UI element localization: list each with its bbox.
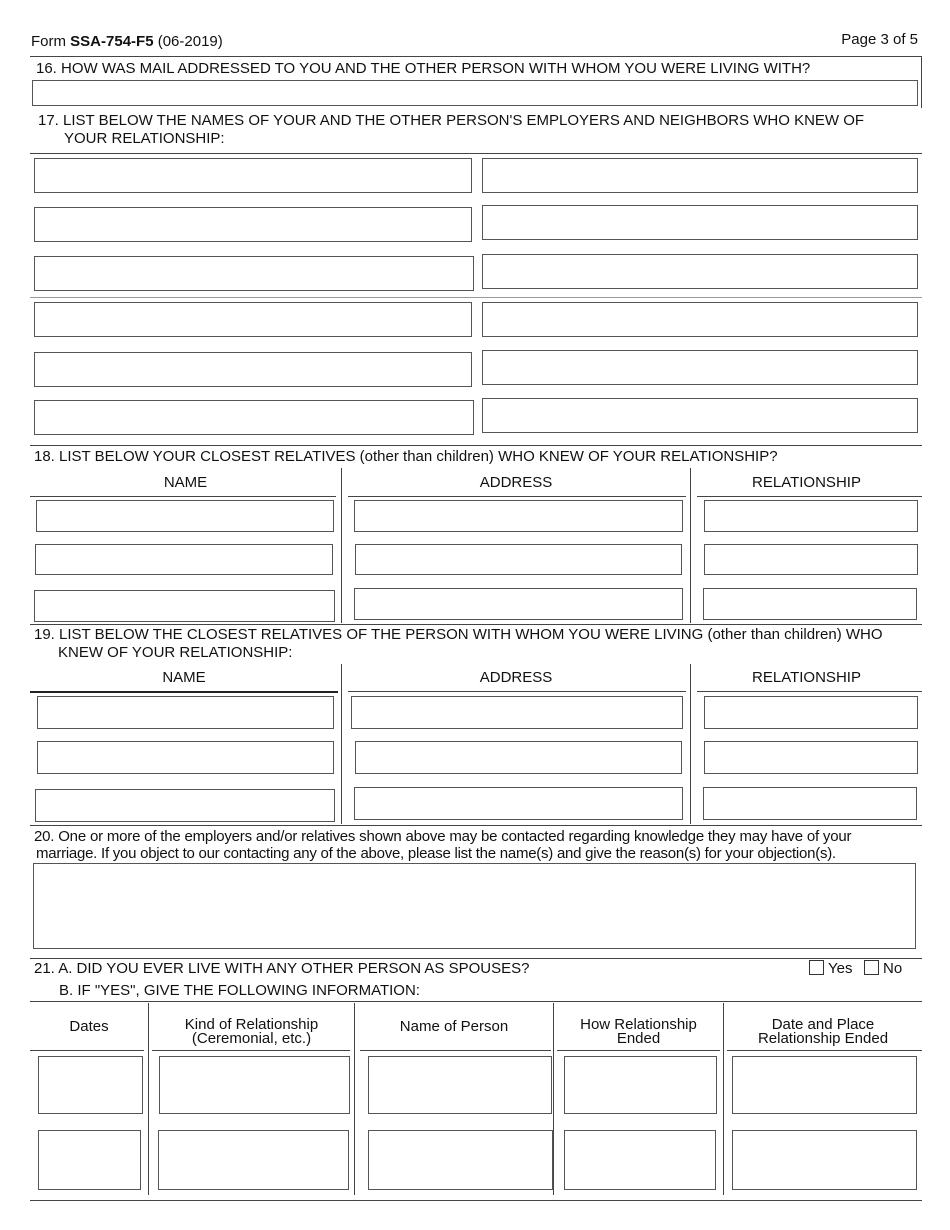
q17-right-field-5[interactable]	[482, 350, 918, 385]
q17-left-field-2[interactable]	[34, 207, 472, 242]
q19-name-field-1[interactable]	[37, 696, 334, 729]
q21-dates-field-2[interactable]	[38, 1130, 141, 1190]
q20-text-line2: marriage. If you object to our contacting any of the above, please list the name(s) and give the reason(s) for your objection(s).	[36, 845, 836, 862]
q18-address-field-2[interactable]	[355, 544, 682, 575]
q17-left-field-5[interactable]	[34, 352, 472, 387]
form-date: (06-2019)	[157, 33, 223, 50]
q18-header-rule-2	[348, 496, 686, 497]
q21-col-name: Name of Person	[399, 1018, 509, 1035]
q17-left-field-6[interactable]	[34, 400, 474, 435]
q19-question-line2: KNEW OF YOUR RELATIONSHIP:	[58, 644, 293, 661]
q17-rule	[30, 153, 922, 154]
q19-header-rule-3	[697, 691, 922, 692]
q19-divider-2	[690, 664, 691, 824]
q21-col-kind-line2: (Ceremonial, etc.)	[191, 1030, 312, 1047]
q21-a-question: 21. A. DID YOU EVER LIVE WITH ANY OTHER PERSON AS SPOUSES?	[34, 960, 530, 977]
form-prefix: Form	[31, 33, 66, 50]
q19-relationship-field-1[interactable]	[704, 696, 918, 729]
q16-question: 16. HOW WAS MAIL ADDRESSED TO YOU AND THE OTHER PERSON WITH WHOM YOU WERE LIVING WITH?	[36, 60, 811, 77]
q17-right-field-3[interactable]	[482, 254, 918, 289]
q21-no-option[interactable]	[864, 960, 902, 977]
q21-header-rule-5	[727, 1050, 922, 1051]
q18-name-field-1[interactable]	[36, 500, 334, 532]
q21-name-field-1[interactable]	[368, 1056, 552, 1114]
q18-name-field-2[interactable]	[35, 544, 333, 575]
q19-relationship-field-2[interactable]	[704, 741, 918, 774]
q19-col-name: NAME	[162, 669, 206, 686]
q21-col-kind-line1: Kind of Relationship	[184, 1016, 319, 1033]
q17-question-line1: 17. LIST BELOW THE NAMES OF YOUR AND THE OTHER PERSON'S EMPLOYERS AND NEIGHBORS WHO KNEW OF	[38, 112, 865, 129]
q18-col-address: ADDRESS	[479, 474, 553, 491]
q18-relationship-field-1[interactable]	[704, 500, 918, 532]
q18-header-rule-1	[30, 496, 336, 497]
q19-question-line1: 19. LIST BELOW THE CLOSEST RELATIVES OF THE PERSON WITH WHOM YOU WERE LIVING (other than children) WHO	[34, 626, 883, 643]
q16-mail-address-field[interactable]	[32, 80, 918, 106]
q17-left-field-1[interactable]	[34, 158, 472, 193]
q19-name-field-3[interactable]	[35, 789, 335, 822]
q21-no-label: No	[883, 960, 903, 977]
q19-address-field-2[interactable]	[355, 741, 682, 774]
q21-kind-field-1[interactable]	[159, 1056, 350, 1114]
q21-col-dates: Dates	[69, 1018, 109, 1035]
q21-how-field-2[interactable]	[564, 1130, 716, 1190]
q20-objection-field[interactable]	[33, 863, 916, 949]
q19-address-field-1[interactable]	[351, 696, 683, 729]
q21-header-rule-4	[557, 1050, 720, 1051]
q19-name-field-2[interactable]	[37, 741, 334, 774]
q21-yes-checkbox[interactable]	[809, 960, 824, 975]
q17-mid-rule	[30, 297, 922, 298]
q21-b-instruction: B. IF "YES", GIVE THE FOLLOWING INFORMATION:	[59, 982, 420, 999]
q18-col-name: NAME	[163, 474, 208, 491]
q20-top-rule	[30, 825, 922, 826]
q17-right-field-2[interactable]	[482, 205, 918, 240]
q18-divider-1	[341, 468, 342, 623]
q18-relationship-field-3[interactable]	[703, 588, 917, 620]
q17-right-field-4[interactable]	[482, 302, 918, 337]
q21-name-field-2[interactable]	[368, 1130, 553, 1190]
q21-yes-option[interactable]	[809, 960, 852, 977]
q17-question-line2: YOUR RELATIONSHIP:	[64, 130, 225, 147]
q21-date-place-field-2[interactable]	[732, 1130, 917, 1190]
q19-divider-1	[341, 664, 342, 824]
q16-top-rule	[30, 56, 922, 57]
q18-relationship-field-2[interactable]	[704, 544, 918, 575]
q21-header-rule-1	[30, 1050, 144, 1051]
q18-divider-2	[690, 468, 691, 623]
page-number: Page 3 of 5	[841, 31, 918, 48]
q21-header-rule-2	[152, 1050, 350, 1051]
q19-top-rule	[30, 624, 922, 625]
form-number: SSA-754-F5	[70, 33, 154, 50]
q17-left-field-3[interactable]	[34, 256, 474, 291]
q21-table-top-rule	[30, 1001, 922, 1002]
q19-header-rule-1	[30, 691, 338, 693]
q21-kind-field-2[interactable]	[158, 1130, 349, 1190]
q18-col-relationship: RELATIONSHIP	[752, 474, 861, 491]
q17-right-field-6[interactable]	[482, 398, 918, 433]
q18-top-rule	[30, 445, 922, 446]
q21-header-rule-3	[360, 1050, 551, 1051]
q21-col-how-line1: How Relationship	[580, 1016, 697, 1033]
q21-date-place-field-1[interactable]	[732, 1056, 917, 1114]
q18-address-field-1[interactable]	[354, 500, 683, 532]
q18-name-field-3[interactable]	[34, 590, 335, 622]
q17-left-field-4[interactable]	[34, 302, 472, 337]
q21-yes-label: Yes	[828, 960, 853, 977]
q18-address-field-3[interactable]	[354, 588, 683, 620]
q16-right-rule	[921, 56, 922, 108]
q21-col-how-line2: Ended	[616, 1030, 661, 1047]
q19-relationship-field-3[interactable]	[703, 787, 917, 820]
q19-col-address: ADDRESS	[479, 669, 553, 686]
q20-text-line1: 20. One or more of the employers and/or relatives shown above may be contacted regarding knowledge they may have of your	[34, 828, 852, 845]
q21-col-date-place-line1: Date and Place	[771, 1016, 875, 1033]
q21-col-date-place-line2: Relationship Ended	[757, 1030, 889, 1047]
q19-address-field-3[interactable]	[354, 787, 683, 820]
q21-dates-field-1[interactable]	[38, 1056, 143, 1114]
q21-how-field-1[interactable]	[564, 1056, 717, 1114]
q18-question: 18. LIST BELOW YOUR CLOSEST RELATIVES (other than children) WHO KNEW OF YOUR RELATIONSHIP?	[34, 448, 778, 465]
form-id	[31, 33, 223, 50]
q18-header-rule-3	[697, 496, 922, 497]
q21-no-checkbox[interactable]	[864, 960, 879, 975]
q19-col-relationship: RELATIONSHIP	[752, 669, 861, 686]
q17-right-field-1[interactable]	[482, 158, 918, 193]
q19-header-rule-2	[348, 691, 686, 692]
q21-bottom-rule	[30, 1200, 922, 1201]
q21-top-rule	[30, 958, 922, 959]
